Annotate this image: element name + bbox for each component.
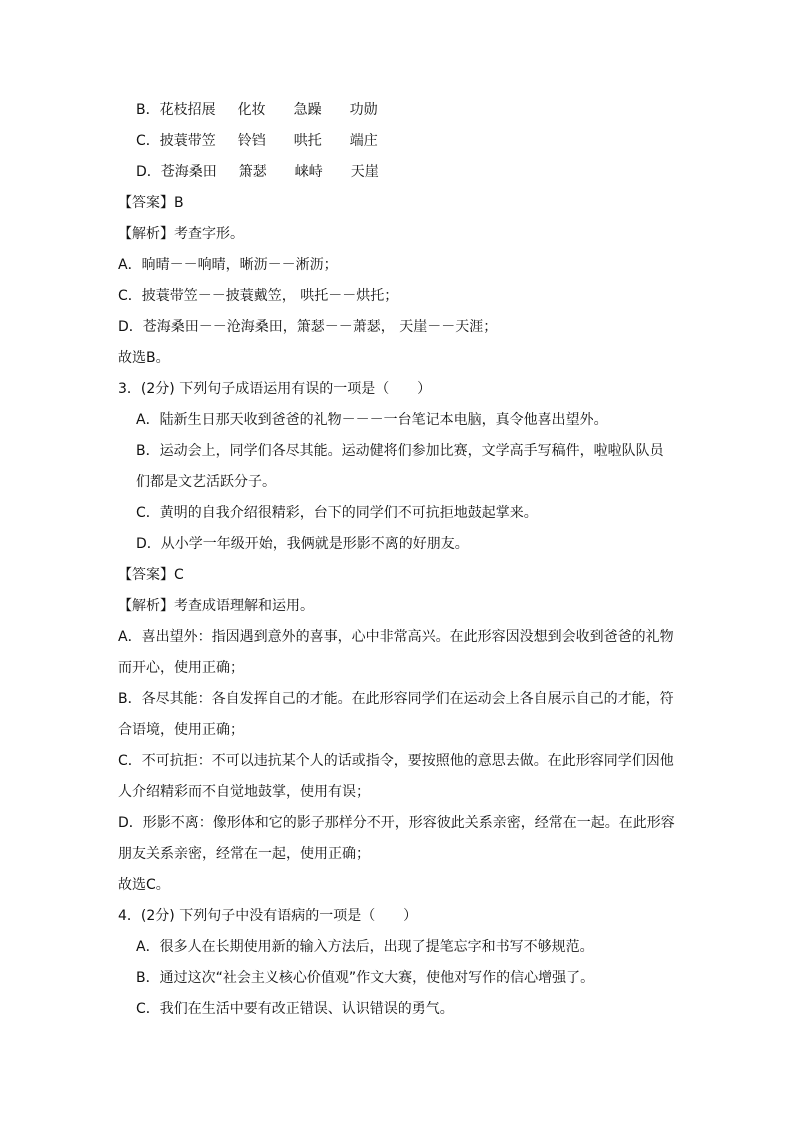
option-word: 功勋 — [349, 102, 378, 118]
option-word: 铃铛 — [237, 133, 266, 149]
analysis-line: C．不可抗拒：不可以违抗某个人的话或指令，要按照他的意思去做。在此形容同学们因他 — [118, 753, 674, 769]
analysis-line: 而开心，使用正确； — [118, 660, 244, 676]
analysis-line: D．苍海桑田－－沧海桑田，箫瑟－－萧瑟， 天崖－－天涯； — [118, 319, 498, 335]
option-c — [118, 131, 688, 162]
option-letter: C． — [136, 133, 160, 149]
option-word: 箫瑟 — [238, 164, 267, 180]
analysis-line: D．形影不离：像形体和它的影子那样分不开，形容彼此关系亲密，经常在一起。在此形容 — [118, 815, 675, 831]
answer-label: 【答案】B — [118, 195, 184, 211]
analysis-line: 故选C。 — [118, 877, 170, 893]
analysis-line: A．晌晴－－响晴，晰沥－－淅沥； — [118, 257, 338, 273]
option-word: 哄托 — [293, 133, 322, 149]
option-word: 急躁 — [293, 102, 322, 118]
question-option: A．陆新生日那天收到爸爸的礼物－－－一台笔记本电脑，真令他喜出望外。 — [136, 412, 608, 428]
option-word: 崃峙 — [294, 164, 323, 180]
question-option: D．从小学一年级开始，我俩就是形影不离的好朋友。 — [136, 536, 469, 552]
option-letter: D． — [136, 164, 161, 180]
analysis-line: B．各尽其能：各自发挥自己的才能。在此形容同学们在运动会上各自展示自己的才能，符 — [118, 691, 674, 707]
analysis-line: 故选B。 — [118, 350, 170, 366]
question-option: C．我们在生活中要有改正错误、认识错误的勇气。 — [136, 1001, 454, 1017]
question-option: C．黄明的自我介绍很精彩，台下的同学们不可抗拒地鼓起掌来。 — [136, 505, 538, 521]
analysis-line: C．披蓑带笠－－披蓑戴笠， 哄托－－烘托； — [118, 288, 399, 304]
option-word: 端庄 — [349, 133, 378, 149]
analysis-title: 【解析】考查成语理解和运用。 — [118, 598, 314, 614]
analysis-line: 朋友关系亲密，经常在一起，使用正确； — [118, 846, 370, 862]
analysis-line: 人介绍精彩而不自觉地鼓掌，使用有误； — [118, 784, 370, 800]
option-word: 披蓑带笠 — [159, 133, 216, 149]
analysis-line: A．喜出望外：指因遇到意外的喜事，心中非常高兴。在此形容因没想到会收到爸爸的礼物 — [118, 629, 674, 645]
question-title: 4．(2分) 下列句子中没有语病的一项是（ ） — [118, 908, 418, 924]
option-word: 花枝招展 — [159, 102, 216, 118]
question-option-continued: 们都是文艺活跃分子。 — [136, 474, 276, 490]
option-word: 化妆 — [237, 102, 266, 118]
option-letter: B． — [136, 102, 160, 118]
analysis-line: 合语境，使用正确； — [118, 722, 244, 738]
document-page — [118, 100, 688, 1030]
analysis-title: 【解析】考查字形。 — [118, 226, 244, 242]
option-b — [118, 100, 688, 131]
option-d — [118, 162, 688, 193]
question-title: 3．(2分) 下列句子成语运用有误的一项是（ ） — [118, 381, 432, 397]
answer-label: 【答案】C — [118, 567, 184, 583]
question-option: A．很多人在长期使用新的输入方法后，出现了提笔忘字和书写不够规范。 — [136, 939, 594, 955]
option-word: 苍海桑田 — [160, 164, 217, 180]
question-option: B．通过这次“社会主义核心价值观”作文大赛，使他对写作的信心增强了。 — [136, 970, 595, 986]
question-option: B．运动会上，同学们各尽其能。运动健将们参加比赛，文学高手写稿件，啦啦队队员 — [136, 443, 664, 459]
option-word: 天崖 — [350, 164, 379, 180]
